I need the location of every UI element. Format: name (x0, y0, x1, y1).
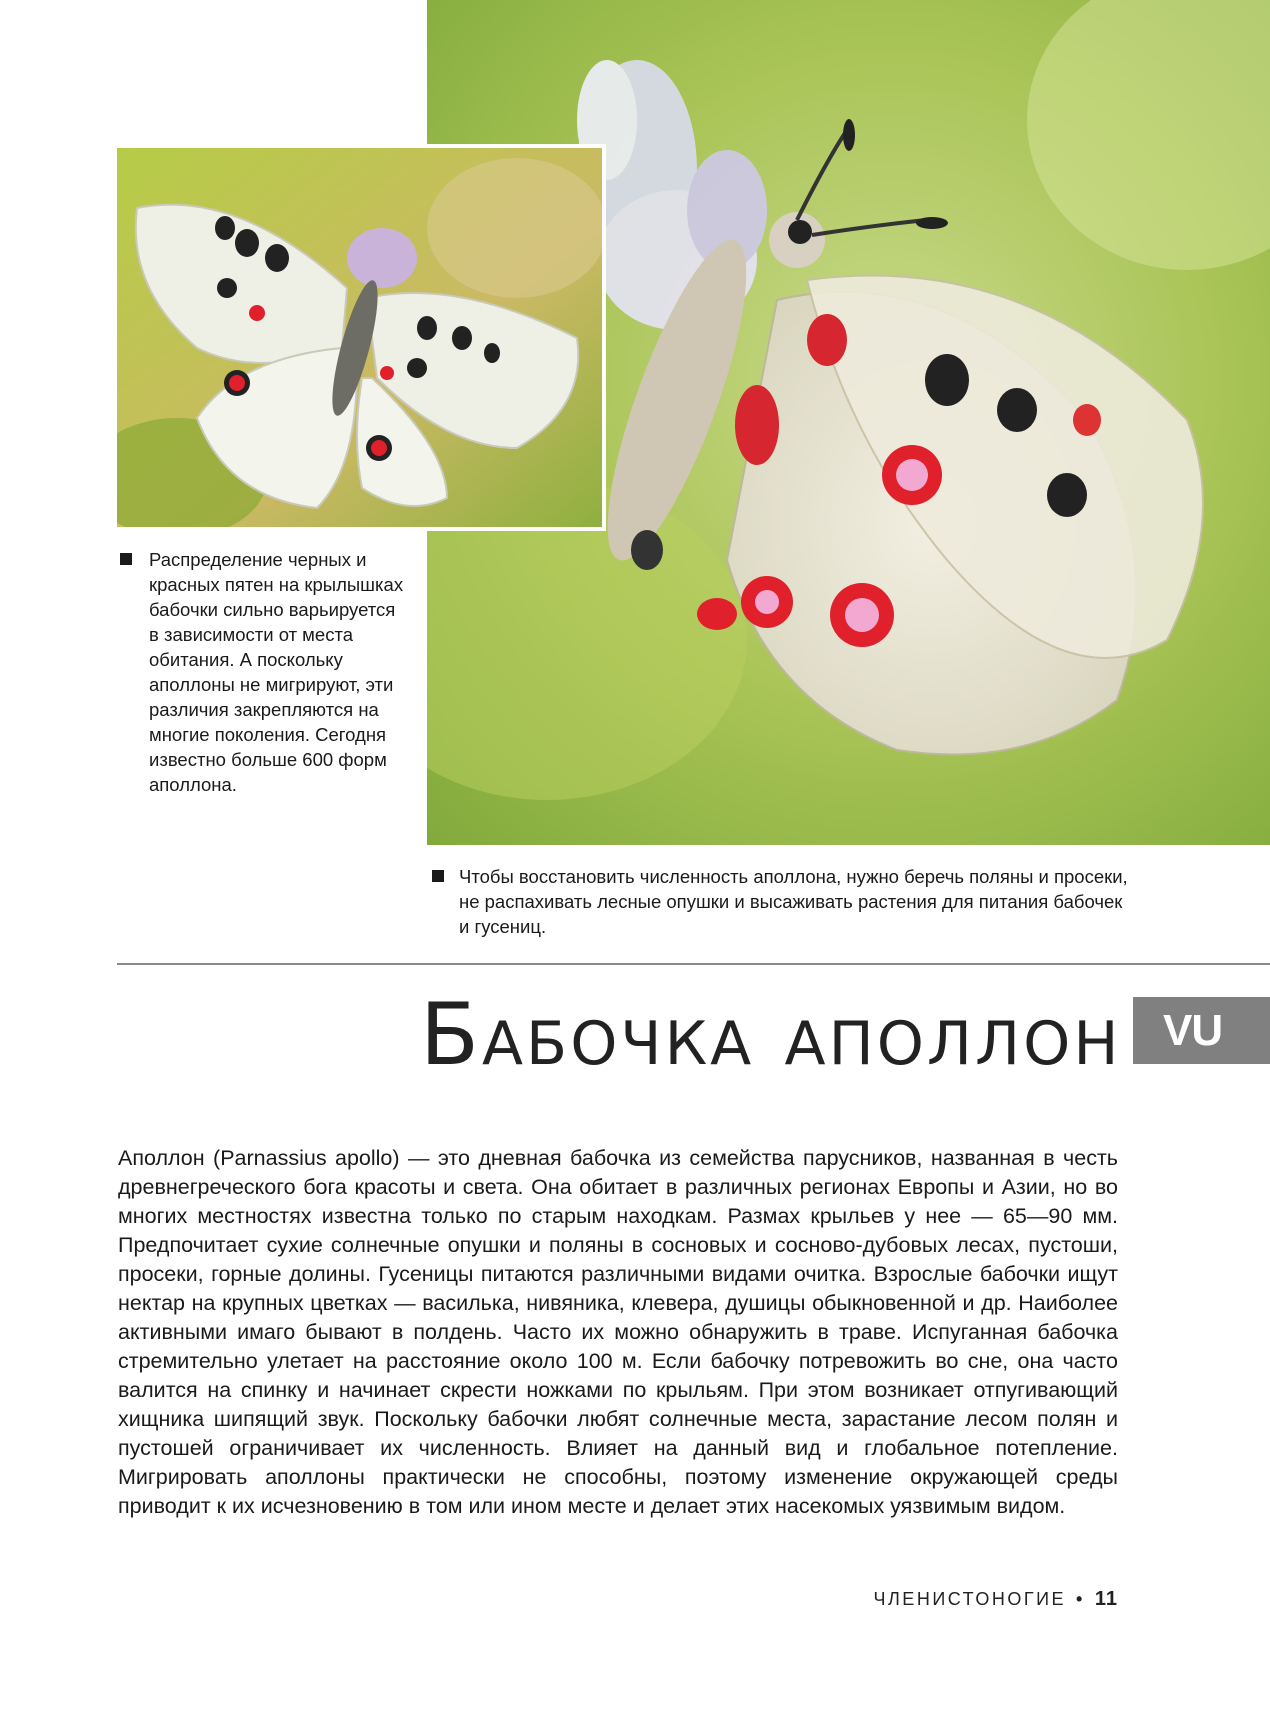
page-number: 11 (1094, 1588, 1118, 1610)
caption-bullet (120, 553, 132, 565)
caption-right (432, 864, 1132, 939)
caption-right-text: Чтобы восстановить численность аполлона, нужно беречь поляны и просеки, не распахивать лесные опушки и высаживать растения для питания бабочек и гусениц. (459, 866, 1128, 937)
page-title-text: Бабочка аполлон (420, 985, 1122, 1085)
page-footer (874, 1588, 1119, 1611)
footer-section: ЧЛЕНИСТОНОГИЕ (873, 1589, 1067, 1609)
photo-apollo-butterfly-small (117, 148, 602, 527)
divider (117, 963, 1270, 965)
footer-separator: • (1076, 1589, 1085, 1609)
page-title (420, 985, 1120, 1085)
caption-left-text: Распределение черных и красных пятен на крылышках бабочки сильно варьируется в зависимости от места обитания. А поскольку аполлоны не мигрируют, эти различия закрепляются на многие поколения. Сегодня известно больше 600 форм аполлона. (149, 549, 404, 795)
body-text: Аполлон (Parnassius apollo) — это дневная бабочка из семейства парусников, названная в честь древнегреческого бога красоты и света. Она обитает в различных регионах Европы и Азии, но во многих местностях известна только по старым находкам. Размах крыльев у нее — 65—90 мм. Предпочитает сухие солнечные опушки и поляны в сосновых и сосново-дубовых лесах, пустоши, просеки, горные долины. Гусеницы питаются различными видами очитка. Взрослые бабочки ищут нектар на крупных цветках — василька, нивяника, клевера, душицы обыкновенной и др. Наиболее активными имаго бывают в полдень. Часто их можно обнаружить в траве. Испуганная бабочка стремительно улетает на расстояние около 100 м. Если бабочку потревожить во сне, она часто валится на спинку и начинает скрести ножками по крыльям. При этом возникает отпугивающий хищника шипящий звук. Поскольку бабочки любят солнечные места, зарастание лесом полян и пустошей ограничивает их численность. Влияет на данный вид и глобальное потепление. Мигрировать аполлоны практически не способны, поэтому изменение окружающей среды приводит к их исчезновению в том или ином месте и делает этих насекомых уязвимым видом. (118, 1146, 1118, 1518)
status-badge: VU (1133, 997, 1270, 1064)
caption-bullet (432, 870, 444, 882)
caption-left (120, 547, 410, 797)
